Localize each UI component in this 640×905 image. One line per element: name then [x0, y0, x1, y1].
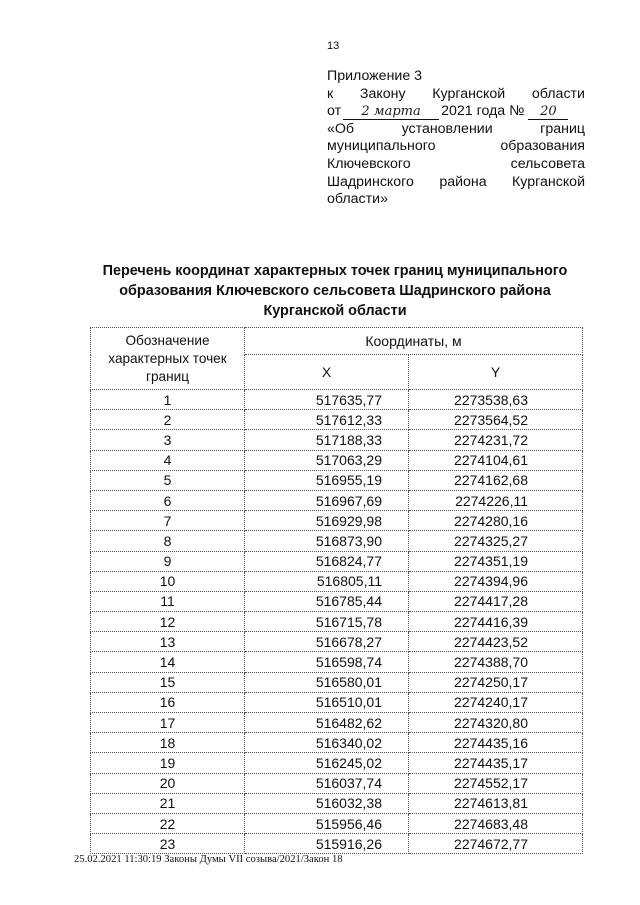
table-row	[91, 551, 583, 571]
table-row	[91, 692, 583, 712]
y-coordinate-cell: 2274613,81	[409, 793, 583, 813]
appendix-law-name-line4	[327, 174, 585, 192]
x-coordinate-cell: 516715,78	[245, 612, 409, 632]
appendix-word: образования	[500, 138, 585, 155]
point-number-cell: 22	[91, 813, 245, 833]
x-coordinate-cell: 516873,90	[245, 531, 409, 551]
point-number-cell: 2	[91, 410, 245, 430]
document-title-line: Перечень координат характерных точек границ муниципального	[102, 263, 568, 279]
point-number-cell: 21	[91, 793, 245, 813]
appendix-word: Ключевского	[327, 155, 411, 172]
x-coordinate-cell: 516510,01	[245, 692, 409, 712]
y-coordinate-cell: 2274280,16	[409, 511, 583, 531]
appendix-word: к	[327, 85, 334, 102]
x-coordinate-cell: 516245,02	[245, 753, 409, 773]
x-coordinate-cell: 516824,77	[245, 551, 409, 571]
x-coordinate-cell: 516929,98	[245, 511, 409, 531]
x-coordinate-cell: 516482,62	[245, 713, 409, 733]
y-coordinate-cell: 2274325,27	[409, 531, 583, 551]
appendix-word: области	[531, 85, 585, 102]
header-text: Обозначение	[125, 332, 210, 348]
x-coordinate-cell: 516805,11	[245, 571, 409, 591]
table-row	[91, 390, 583, 410]
point-number-cell: 10	[91, 571, 245, 591]
point-number-cell: 20	[91, 773, 245, 793]
x-coordinate-cell: 517063,29	[245, 450, 409, 470]
point-number-cell: 12	[91, 612, 245, 632]
table-row	[91, 531, 583, 551]
table-row	[91, 793, 583, 813]
table-row	[91, 410, 583, 430]
point-number-cell: 17	[91, 713, 245, 733]
table-row	[91, 612, 583, 632]
y-coordinate-cell: 2274226,11	[409, 490, 583, 510]
y-coordinate-cell: 2274240,17	[409, 692, 583, 712]
point-number-cell: 9	[91, 551, 245, 571]
table-row	[91, 813, 583, 833]
coordinates-table	[90, 327, 583, 854]
handwritten-date: 2 марта	[343, 105, 439, 120]
appendix-header	[327, 68, 585, 209]
table-row	[91, 713, 583, 733]
document-title-line: Курганской области	[263, 303, 407, 319]
x-coordinate-cell: 516967,69	[245, 490, 409, 510]
appendix-word: сельсовета	[510, 155, 585, 172]
table-row	[91, 672, 583, 692]
header-text: границ	[146, 368, 189, 384]
x-coordinate-cell: 515916,26	[245, 834, 409, 854]
point-number-cell: 16	[91, 692, 245, 712]
table-row	[91, 511, 583, 531]
y-coordinate-cell: 2274416,39	[409, 612, 583, 632]
appendix-law-name-line2	[327, 138, 585, 156]
point-number-cell: 1	[91, 390, 245, 410]
point-number-cell: 18	[91, 733, 245, 753]
appendix-date-prefix: от	[327, 103, 342, 120]
point-number-cell: 11	[91, 591, 245, 611]
point-number-cell: 23	[91, 834, 245, 854]
table-row	[91, 430, 583, 450]
x-coordinate-cell: 516955,19	[245, 470, 409, 490]
point-label-header	[91, 328, 245, 390]
x-coordinate-cell: 516340,02	[245, 733, 409, 753]
point-number-cell: 6	[91, 490, 245, 510]
coordinates-header: Координаты, м	[245, 328, 583, 355]
table-row	[91, 571, 583, 591]
x-coordinate-cell: 516785,44	[245, 591, 409, 611]
y-coordinate-cell: 2274435,16	[409, 733, 583, 753]
appendix-word: Шадринского	[327, 173, 414, 190]
y-coordinate-cell: 2273538,63	[409, 390, 583, 410]
x-coordinate-cell: 517188,33	[245, 430, 409, 450]
appendix-law-line	[327, 86, 585, 104]
point-number-cell: 5	[91, 470, 245, 490]
x-coordinate-cell: 516678,27	[245, 632, 409, 652]
y-header: Y	[409, 355, 583, 390]
appendix-word: «Об	[327, 120, 355, 137]
appendix-law-name-line3	[327, 156, 585, 174]
table-row	[91, 834, 583, 854]
table-row	[91, 652, 583, 672]
y-coordinate-cell: 2274388,70	[409, 652, 583, 672]
y-coordinate-cell: 2273564,52	[409, 410, 583, 430]
table-body	[91, 390, 583, 854]
footer-stamp: 25.02.2021 11:30:19 Законы Думы VII созыва/2021/Закон 18	[74, 854, 343, 865]
y-coordinate-cell: 2274320,80	[409, 713, 583, 733]
document-title	[60, 261, 610, 321]
y-coordinate-cell: 2274683,48	[409, 813, 583, 833]
appendix-word: установлении	[401, 120, 493, 137]
table-row	[91, 450, 583, 470]
point-number-cell: 15	[91, 672, 245, 692]
x-coordinate-cell: 516598,74	[245, 652, 409, 672]
y-coordinate-cell: 2274104,61	[409, 450, 583, 470]
handwritten-law-number: 20	[528, 105, 568, 120]
appendix-word: границ	[540, 120, 585, 137]
y-coordinate-cell: 2274552,17	[409, 773, 583, 793]
x-coordinate-cell: 516580,01	[245, 672, 409, 692]
header-text: характерных точек	[108, 350, 227, 366]
table-row	[91, 753, 583, 773]
point-number-cell: 8	[91, 531, 245, 551]
table-row	[91, 591, 583, 611]
appendix-word: муниципального	[327, 138, 436, 155]
y-coordinate-cell: 2274417,28	[409, 591, 583, 611]
x-coordinate-cell: 516032,38	[245, 793, 409, 813]
y-coordinate-cell: 2274231,72	[409, 430, 583, 450]
point-number-cell: 7	[91, 511, 245, 531]
page-number: 13	[327, 40, 340, 52]
table-row	[91, 773, 583, 793]
table-row	[91, 733, 583, 753]
y-coordinate-cell: 2274162,68	[409, 470, 583, 490]
x-coordinate-cell: 517635,77	[245, 390, 409, 410]
y-coordinate-cell: 2274435,17	[409, 753, 583, 773]
y-coordinate-cell: 2274250,17	[409, 672, 583, 692]
y-coordinate-cell: 2274351,19	[409, 551, 583, 571]
table-row	[91, 490, 583, 510]
appendix-word: Закону	[359, 85, 406, 102]
document-title-line: образования Ключевского сельсовета Шадринского района	[119, 283, 551, 299]
appendix-law-name-line1	[327, 121, 585, 139]
appendix-year-label: 2021 года №	[441, 103, 525, 120]
point-number-cell: 3	[91, 430, 245, 450]
appendix-date-line	[327, 103, 585, 121]
y-coordinate-cell: 2274672,77	[409, 834, 583, 854]
x-header: X	[245, 355, 409, 390]
appendix-word: Курганской	[432, 85, 506, 102]
y-coordinate-cell: 2274423,52	[409, 632, 583, 652]
table-row	[91, 632, 583, 652]
appendix-word: Курганской	[512, 173, 585, 190]
table-row	[91, 470, 583, 490]
y-coordinate-cell: 2274394,96	[409, 571, 583, 591]
x-coordinate-cell: 517612,33	[245, 410, 409, 430]
appendix-word: района	[439, 173, 487, 190]
appendix-law-name-line5: области»	[327, 191, 388, 208]
point-number-cell: 13	[91, 632, 245, 652]
point-number-cell: 4	[91, 450, 245, 470]
x-coordinate-cell: 516037,74	[245, 773, 409, 793]
appendix-title: Приложение 3	[327, 68, 423, 84]
point-number-cell: 19	[91, 753, 245, 773]
point-number-cell: 14	[91, 652, 245, 672]
x-coordinate-cell: 515956,46	[245, 813, 409, 833]
